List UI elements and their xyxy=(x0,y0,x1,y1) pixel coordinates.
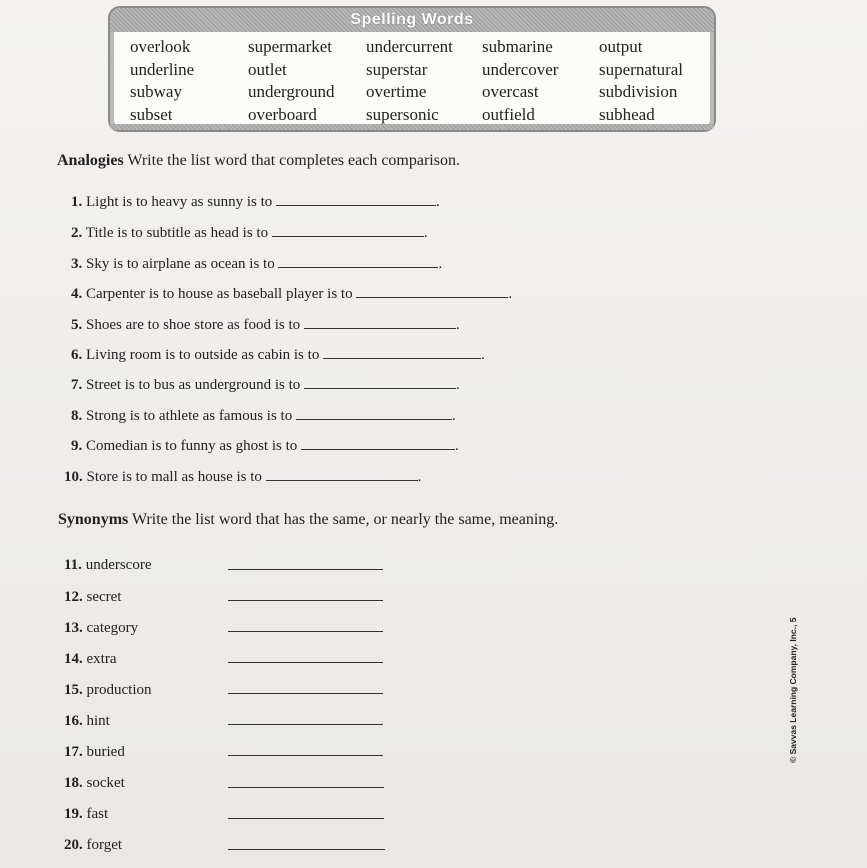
item-number: 10. xyxy=(64,469,83,485)
spelling-word: supernatural xyxy=(599,59,684,79)
item-text: Store is to mall as house is to xyxy=(86,469,262,485)
analogy-item-6: 6. Living room is to outside as cabin is to . xyxy=(71,347,485,363)
spelling-word: overtime xyxy=(366,82,427,101)
item-text: Comedian is to funny as ghost is to xyxy=(86,438,298,454)
answer-blank[interactable] xyxy=(228,786,384,788)
spelling-word: overcast xyxy=(482,82,539,101)
answer-blank[interactable] xyxy=(356,285,508,298)
item-number: 4. xyxy=(71,286,83,302)
analogy-item-2: 2. Title is to subtitle as head is to . xyxy=(71,225,428,241)
item-number: 5. xyxy=(71,317,83,333)
answer-blank[interactable] xyxy=(228,817,384,819)
synonym-item-15 xyxy=(64,681,152,699)
answer-blank[interactable] xyxy=(301,437,455,450)
answer-blank[interactable] xyxy=(304,376,456,389)
item-number: 14. xyxy=(64,651,83,667)
item-number: 11. xyxy=(64,557,82,573)
answer-blank[interactable] xyxy=(228,568,383,570)
synonym-item-18 xyxy=(64,774,125,792)
analogy-item-4: 4. Carpenter is to house as baseball player is to . xyxy=(71,286,513,302)
spelling-word: subdivision xyxy=(599,82,678,101)
synonym-item-14 xyxy=(64,650,116,668)
answer-blank[interactable] xyxy=(304,316,456,329)
synonym-item-19 xyxy=(64,805,108,823)
analogy-item-3: 3. Sky is to airplane as ocean is to . xyxy=(71,256,443,272)
word-column-1 xyxy=(130,36,194,126)
item-number: 16. xyxy=(64,713,83,729)
analogies-heading: Analogies xyxy=(57,152,124,169)
answer-blank[interactable] xyxy=(228,692,383,694)
item-text: Title is to subtitle as head is to xyxy=(85,225,269,241)
item-text: Street is to bus as underground is to xyxy=(86,377,301,393)
spelling-word: underground xyxy=(248,82,335,101)
answer-blank[interactable] xyxy=(228,754,383,756)
item-text: secret xyxy=(86,589,122,605)
word-column-4 xyxy=(482,36,558,126)
item-text: socket xyxy=(86,775,125,791)
spelling-word: underline xyxy=(130,59,195,79)
item-text: Light is to heavy as sunny is to xyxy=(86,194,273,210)
item-number: 3. xyxy=(71,256,83,272)
spelling-word: output xyxy=(599,37,643,56)
synonyms-heading: Synonyms xyxy=(58,511,129,528)
synonym-item-17 xyxy=(64,743,125,761)
item-number: 19. xyxy=(64,806,83,822)
analogy-item-1: 1. Light is to heavy as sunny is to . xyxy=(71,194,440,210)
spelling-word: outfield xyxy=(482,104,535,124)
spelling-word: submarine xyxy=(482,37,553,56)
item-number: 7. xyxy=(71,377,83,393)
spelling-word: subset xyxy=(130,104,173,124)
synonyms-instruction: Write the list word that has the same, or nearly the same, meaning. xyxy=(131,511,559,528)
item-number: 15. xyxy=(64,682,83,698)
item-text: production xyxy=(86,682,152,698)
answer-blank[interactable] xyxy=(228,661,383,663)
item-text: Strong is to athlete as famous is to xyxy=(86,408,293,424)
item-text: Living room is to outside as cabin is to xyxy=(86,347,320,363)
analogies-header xyxy=(57,152,460,170)
synonym-item-16 xyxy=(64,712,110,730)
spelling-words-title: Spelling Words xyxy=(110,8,714,32)
item-text: Shoes are to shoe store as food is to xyxy=(86,317,301,333)
item-text: fast xyxy=(86,806,109,822)
synonym-item-12 xyxy=(64,588,121,606)
synonyms-header xyxy=(58,511,558,529)
synonym-item-20 xyxy=(64,836,122,854)
spelling-word: overlook xyxy=(130,37,191,56)
spelling-word: outlet xyxy=(248,59,287,79)
copyright-notice: © Savvas Learning Company, Inc., 5 xyxy=(788,617,798,763)
synonym-item-13 xyxy=(64,619,138,637)
spelling-word: supermarket xyxy=(248,37,333,56)
spelling-word: subhead xyxy=(599,104,655,124)
item-text: Carpenter is to house as baseball player is to xyxy=(86,286,353,302)
spelling-word: undercurrent xyxy=(366,37,453,56)
answer-blank[interactable] xyxy=(228,599,383,601)
word-column-5 xyxy=(599,36,683,126)
answer-blank[interactable] xyxy=(228,723,383,725)
analogies-instruction: Write the list word that completes each comparison. xyxy=(127,152,460,169)
answer-blank[interactable] xyxy=(276,193,436,206)
item-number: 13. xyxy=(64,620,83,636)
word-column-3 xyxy=(366,36,453,126)
answer-blank[interactable] xyxy=(296,407,452,420)
spelling-word: subway xyxy=(130,82,182,101)
item-text: extra xyxy=(86,651,117,667)
item-number: 17. xyxy=(64,744,83,760)
spelling-word: undercover xyxy=(482,59,559,79)
analogy-item-9: 9. Comedian is to funny as ghost is to . xyxy=(71,438,459,454)
item-text: forget xyxy=(86,837,123,853)
item-number: 12. xyxy=(64,589,83,605)
spelling-words-box xyxy=(108,6,716,132)
answer-blank[interactable] xyxy=(272,224,424,237)
analogy-item-5: 5. Shoes are to shoe store as food is to . xyxy=(71,317,460,333)
spelling-word: superstar xyxy=(366,59,428,79)
spelling-word: overboard xyxy=(248,104,317,124)
answer-blank[interactable] xyxy=(323,346,481,359)
item-number: 9. xyxy=(71,438,83,454)
item-number: 6. xyxy=(71,347,83,363)
item-number: 1. xyxy=(71,194,83,210)
item-number: 2. xyxy=(71,225,83,241)
item-text: Sky is to airplane as ocean is to xyxy=(86,256,275,272)
item-text: buried xyxy=(86,744,125,760)
word-column-2 xyxy=(248,36,335,126)
analogy-item-7: 7. Street is to bus as underground is to . xyxy=(71,377,460,393)
synonym-item-11 xyxy=(64,556,152,574)
item-text: hint xyxy=(86,713,110,729)
analogy-item-8: 8. Strong is to athlete as famous is to . xyxy=(71,408,456,424)
item-number: 8. xyxy=(71,408,83,424)
answer-blank[interactable] xyxy=(266,468,418,481)
item-text: underscore xyxy=(85,557,152,573)
item-number: 18. xyxy=(64,775,83,791)
answer-blank[interactable] xyxy=(228,848,385,850)
spelling-word: supersonic xyxy=(366,104,439,124)
analogy-item-10: 10. Store is to mall as house is to . xyxy=(64,469,422,485)
item-number: 20. xyxy=(64,837,83,853)
answer-blank[interactable] xyxy=(278,255,438,268)
item-text: category xyxy=(86,620,139,636)
answer-blank[interactable] xyxy=(228,630,383,632)
